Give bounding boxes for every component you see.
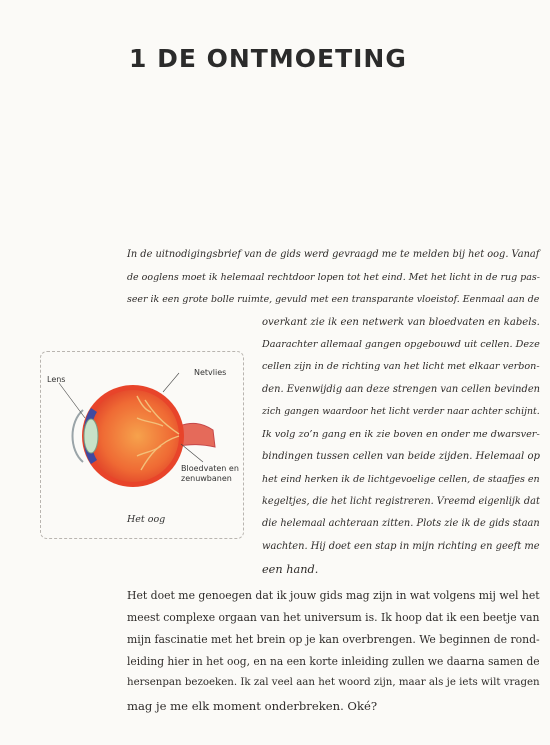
intro-line: In de uitnodigingsbrief van de gids werd gevraagd me te melden bij het oog. Vanaf (127, 249, 540, 260)
intro-line: die helemaal achteraan zitten. Plots zie ik de gids staan (262, 518, 540, 529)
lens-label: Lens (47, 375, 66, 384)
body-line: mijn fascinatie met het brein op je kan overbrengen. We beginnen de rond- (127, 633, 540, 646)
intro-line: zich gangen waardoor het licht verder naar achter schijnt. (262, 406, 540, 417)
bloedvaten-label-line2: zenuwbanen (181, 474, 232, 483)
intro-line: overkant zie ik een netwerk van bloedvaten en kabels. (262, 317, 540, 328)
netvlies-label: Netvlies (194, 368, 227, 377)
bloedvaten-label-line1: Bloedvaten en (181, 464, 239, 473)
eye-figure-box (40, 351, 244, 539)
body-line: hersenpan bezoeken. Ik zal veel aan het woord zijn, maar als je iets wilt vragen (127, 677, 540, 688)
figure-caption: Het oog (127, 514, 166, 525)
body-line: meest complexe orgaan van het universum is. Ik hoop dat ik een beetje van (127, 611, 540, 624)
intro-line: Daarachter allemaal gangen opgebouwd uit cellen. Deze (262, 339, 540, 350)
intro-line: de ooglens moet ik helemaal rechtdoor lopen tot het eind. Met het licht in de rug pas- (127, 272, 540, 283)
body-line: leiding hier in het oog, en na een korte inleiding zullen we daarna samen de (127, 655, 540, 668)
chapter-title: 1 DE ONTMOETING (129, 44, 407, 73)
intro-line: cellen zijn in de richting van het licht met elkaar verbon- (262, 361, 540, 372)
body-line: Het doet me genoegen dat ik jouw gids mag zijn in wat volgens mij wel het (127, 589, 540, 602)
intro-line: den. Evenwijdig aan deze strengen van cellen bevinden (262, 384, 541, 395)
intro-line: seer ik een grote bolle ruimte, gevuld met een transparante vloeistof. Eenmaal aan de (127, 294, 540, 305)
intro-line: kegeltjes, die het licht registreren. Vreemd eigenlijk dat (262, 496, 540, 507)
intro-line: Ik volg zo’n gang en ik zie boven en onder me dwarsver- (262, 429, 540, 440)
intro-line: wachten. Hij doet een stap in mijn richting en geeft me (262, 541, 540, 552)
intro-line: een hand. (262, 563, 319, 576)
body-line: mag je me elk moment onderbreken. Oké? (127, 699, 378, 713)
intro-line: bindingen tussen cellen van beide zijden. Helemaal op (262, 451, 540, 462)
intro-line: het eind herken ik de lichtgevoelige cellen, de staafjes en (262, 474, 540, 485)
eye-illustration (41, 352, 243, 538)
